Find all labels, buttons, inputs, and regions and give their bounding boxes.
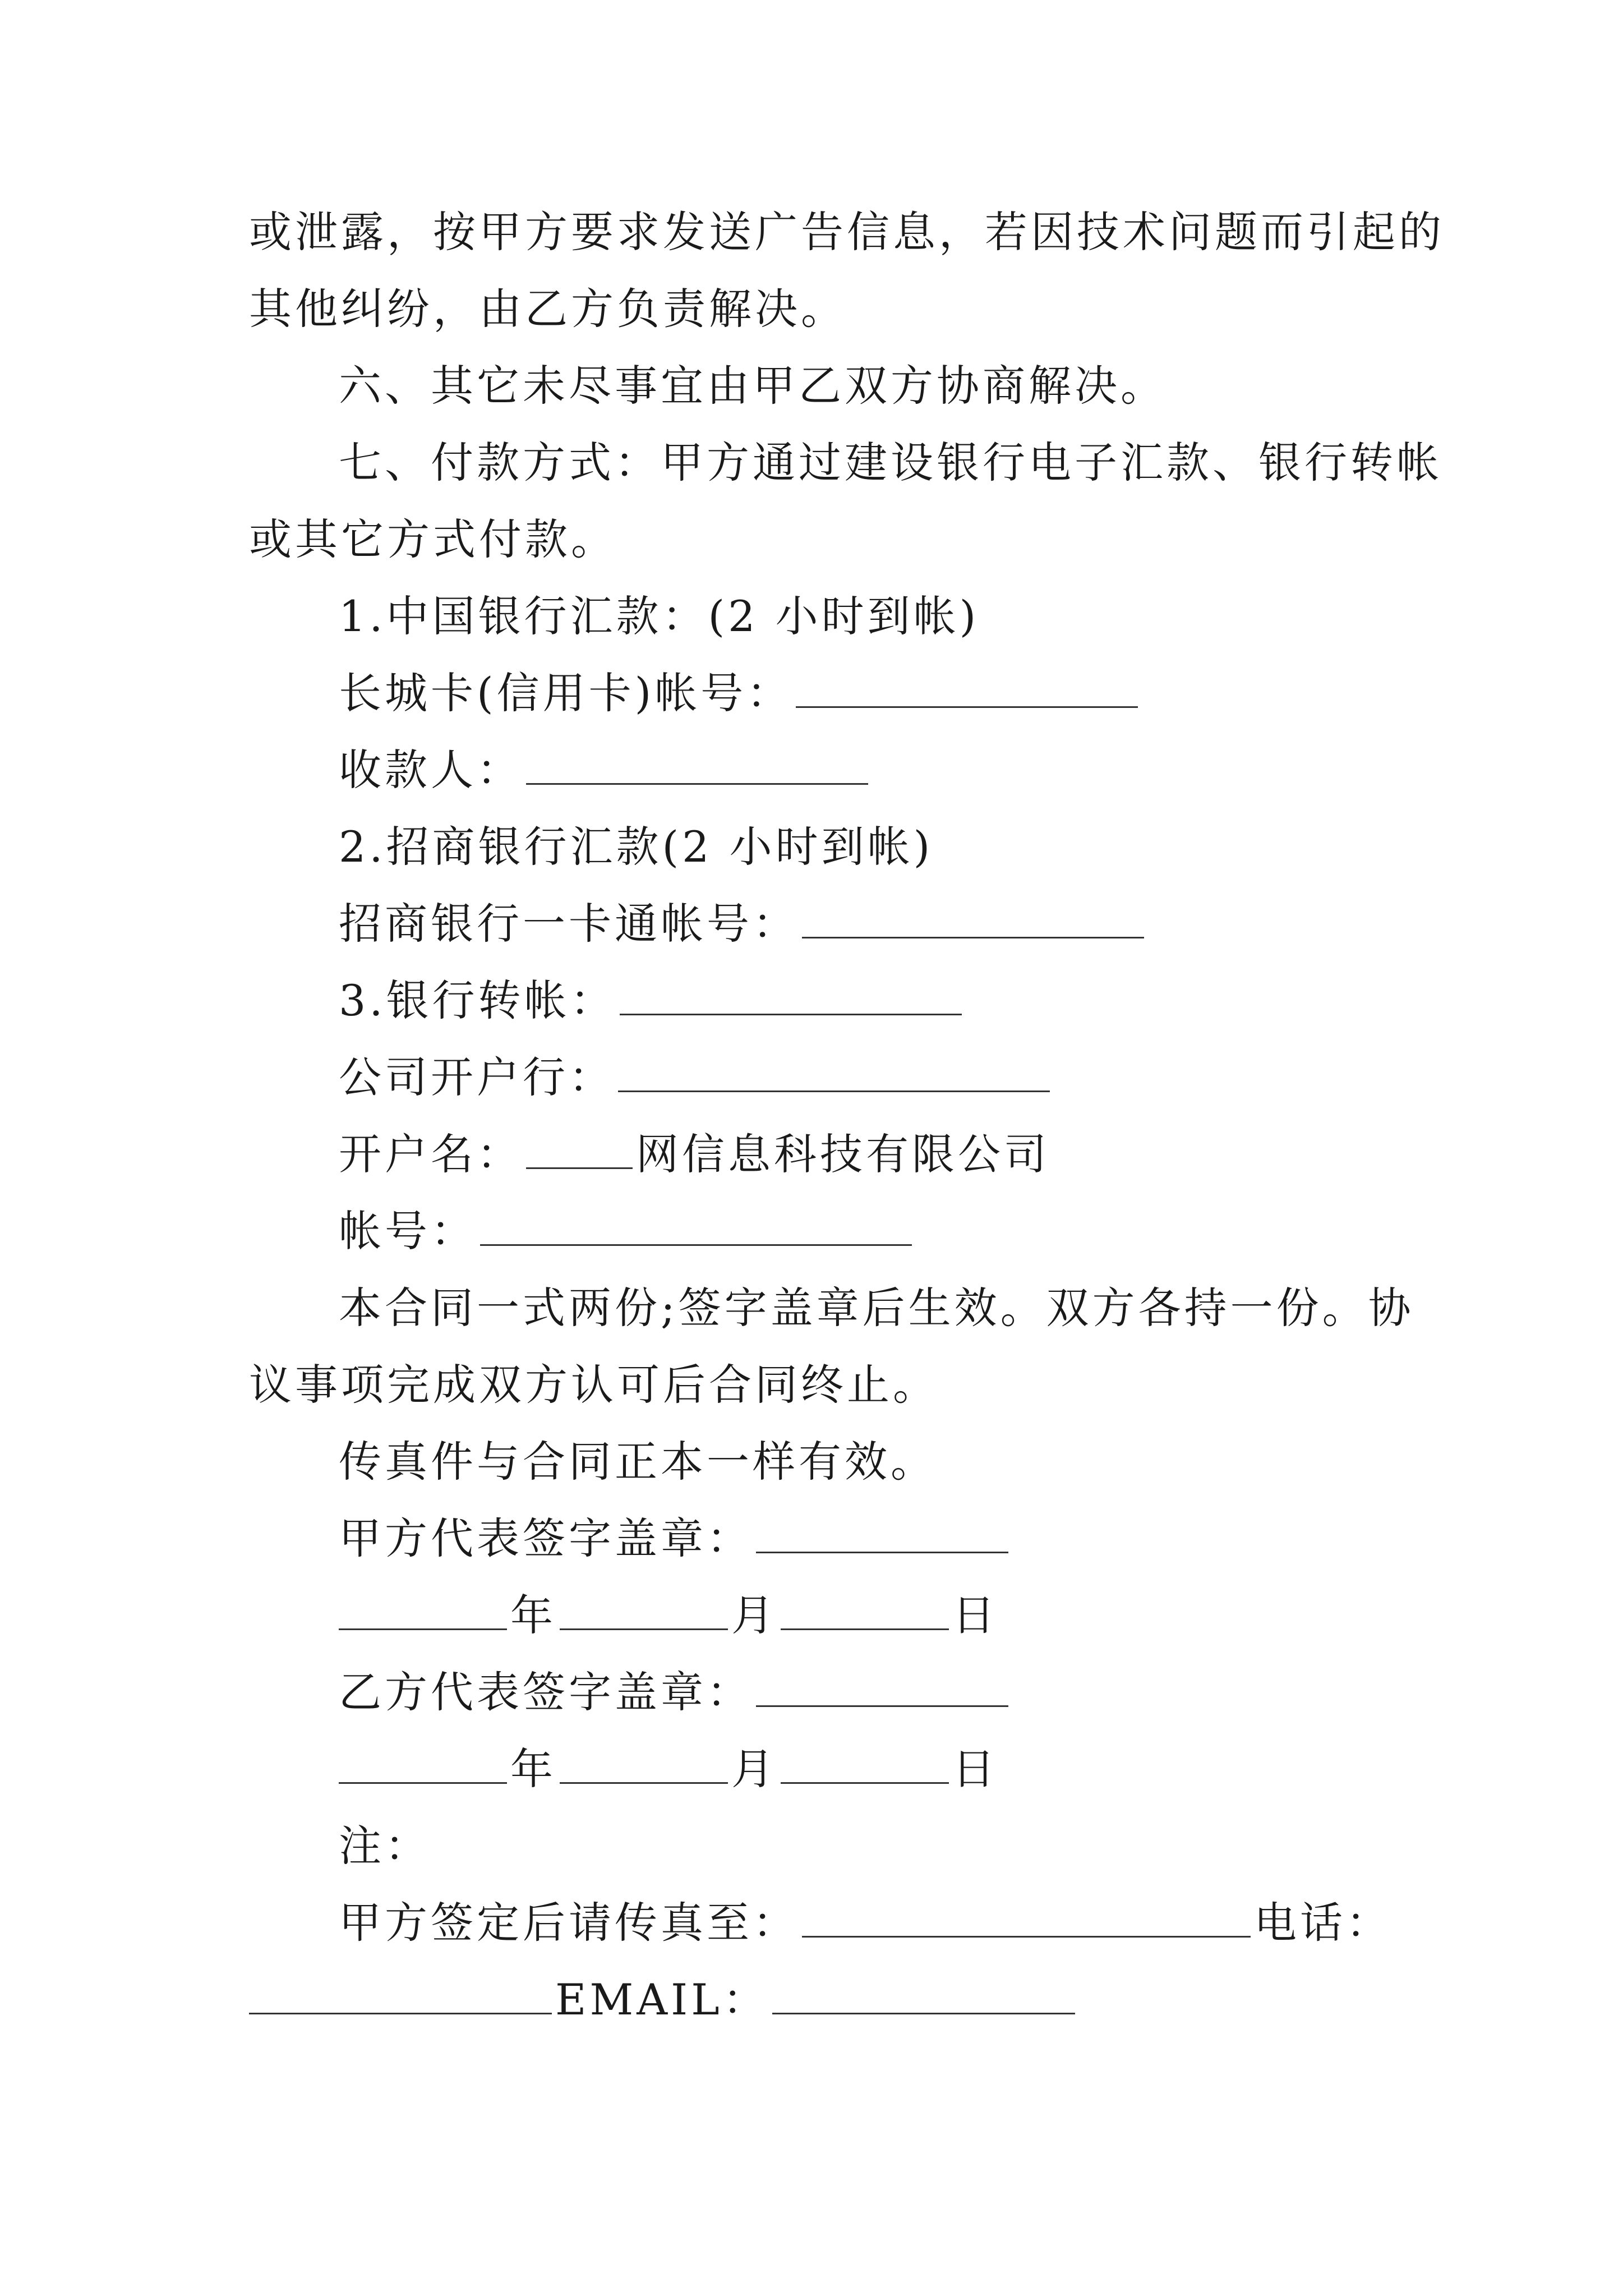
field-label: 收款人： (339, 745, 523, 795)
blank-line (339, 1596, 507, 1630)
field-label: 帐号： (339, 1206, 477, 1256)
blank-line (480, 1212, 912, 1246)
blank-line (772, 1980, 1075, 2014)
blank-line (560, 1750, 728, 1784)
blank-line (339, 1750, 507, 1784)
blank-line (796, 674, 1138, 708)
field-label: 甲方签定后请传真至： (339, 1898, 799, 1948)
field-label: 甲方代表签字盖章： (339, 1513, 753, 1563)
company-name: 网信息科技有限公司 (636, 1129, 1050, 1179)
day-label: 日 (952, 1590, 998, 1640)
boc-remittance: 1.中国银行汇款：(2 小时到帐) (339, 591, 980, 641)
cmb-card-account (249, 885, 1387, 962)
fax-to (249, 1884, 1392, 1961)
field-label: 乙方代表签字盖章： (339, 1667, 753, 1717)
payee (249, 731, 1387, 808)
year-label: 年 (510, 1744, 556, 1794)
field-label: 招商银行一卡通帐号： (339, 899, 799, 949)
party-a-date (249, 1577, 1387, 1654)
account-name (249, 1116, 1387, 1193)
blank-line (560, 1596, 728, 1630)
clause-seven-line1: 七、付款方式：甲方通过建设银行电子汇款、银行转帐 (339, 438, 1442, 487)
blank-line (781, 1596, 949, 1630)
field-label: 开户名： (339, 1129, 523, 1179)
party-b-date (249, 1731, 1387, 1807)
blank-line (802, 904, 1144, 938)
bank-transfer (249, 962, 1387, 1039)
party-a-signature (249, 1500, 1387, 1577)
month-label: 月 (731, 1590, 777, 1640)
field-label: 公司开户行： (339, 1052, 615, 1102)
blank-line (618, 1058, 1050, 1092)
field-label: 长城卡(信用卡)帐号： (339, 668, 793, 718)
email-label: EMAIL： (555, 1975, 769, 2024)
day-label: 日 (952, 1744, 998, 1794)
paragraph-line: 或泄露，按甲方要求发送广告信息，若因技术问题而引起的 (249, 207, 1445, 257)
field-label: 3.银行转帐： (339, 976, 616, 1025)
phone-label: 电话： (1254, 1898, 1392, 1948)
blank-line (526, 751, 868, 785)
blank-line (249, 1980, 552, 2014)
blank-line (620, 981, 962, 1015)
contract-body (249, 194, 1445, 2038)
cmb-remittance: 2.招商银行汇款(2 小时到帐) (339, 822, 934, 872)
clause-six: 六、其它未尽事宜由甲乙双方协商解决。 (339, 361, 1166, 411)
clause-seven-line2: 或其它方式付款。 (249, 514, 617, 564)
party-b-signature (249, 1654, 1387, 1731)
year-label: 年 (510, 1590, 556, 1640)
blank-line (781, 1750, 949, 1784)
fax-validity: 传真件与合同正本一样有效。 (339, 1437, 937, 1487)
blank-line (802, 1903, 1251, 1938)
blank-line (526, 1135, 633, 1169)
company-bank (249, 1039, 1387, 1116)
month-label: 月 (731, 1744, 777, 1794)
contact-line (249, 1961, 1387, 2038)
great-wall-card-account (249, 655, 1387, 731)
blank-line (756, 1519, 1008, 1553)
effect-line2: 议事项完成双方认可后合同终止。 (249, 1360, 939, 1410)
note-label: 注： (339, 1821, 431, 1871)
account-number (249, 1193, 1387, 1269)
effect-line1: 本合同一式两份;签字盖章后生效。双方各持一份。协 (339, 1283, 1414, 1333)
blank-line (756, 1673, 1008, 1707)
paragraph-line: 其他纠纷，由乙方负责解决。 (249, 284, 847, 334)
